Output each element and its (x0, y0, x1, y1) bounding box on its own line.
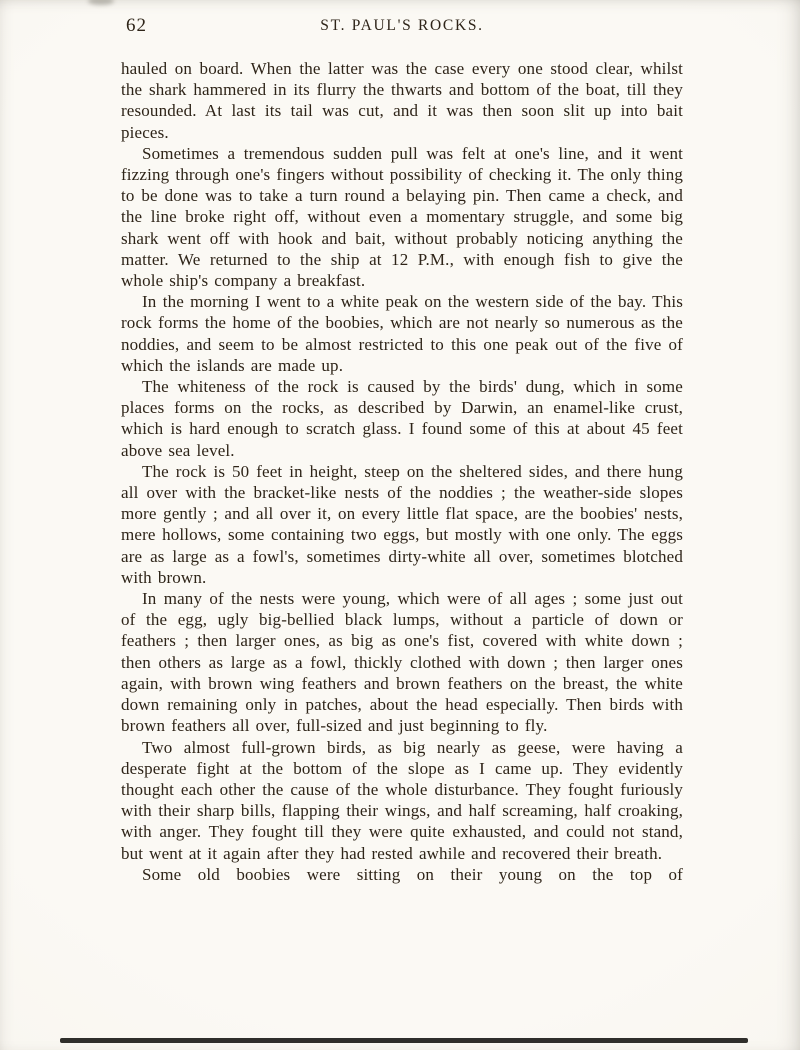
paragraph: In the morning I went to a white peak on the western side of the bay. This rock forms the home of the boobies, which are not nearly so numerous as the noddies, and seem to be almost restricted to this one peak out of the five of which the islands are made up. (121, 292, 683, 375)
paragraph: hauled on board. When the latter was the case every one stood clear, whilst the shark hammered in its flurry the thwarts and bottom of the boat, till they resounded. At last its tail was cut, and it was then soon slit up into bait pieces. (121, 59, 683, 142)
body-text (121, 58, 683, 885)
paragraph: The whiteness of the rock is caused by the birds' dung, which in some places forms on the rocks, as described by Darwin, an enamel-like crust, which is hard enough to scratch glass. I found some of this at about 45 feet above sea level. (121, 377, 683, 460)
paragraph: Some old boobies were sitting on their young on the top of (142, 864, 683, 884)
paragraph: Sometimes a tremendous sudden pull was felt at one's line, and it went fizzing through one's fingers without possibility of checking it. The only thing to be done was to take a turn round a belaying pin. Then came a check, and the line broke right off, without even a momentary struggle, and some big shark went off with hook and bait, without probably noticing anything the matter. We returned to the ship at 12 P.M., with enough fish to give the whole ship's company a breakfast. (121, 143, 683, 291)
paragraph: Two almost full-grown birds, as big nearly as geese, were having a desperate fight at the bottom of the slope as I came up. They evidently thought each other the cause of the whole disturbance. They fought furiously with their sharp bills, flapping their wings, and half screaming, half croaking, with anger. They fought till they were quite exhausted, and could not stand, but went at it again after they had rested awhile and recovered their breath. (121, 737, 683, 863)
page-header (121, 12, 683, 38)
page-number: 62 (126, 15, 147, 36)
scan-bottom-edge (60, 1038, 748, 1043)
scan-smudge (88, 0, 114, 5)
paragraph: The rock is 50 feet in height, steep on the sheltered sides, and there hung all over with the bracket-like nests of the noddies ; the weather-side slopes more gently ; and all over it, on every little flat space, are the boobies' nests, mere hollows, some containing two eggs, but mostly with one only. The eggs are as large as a fowl's, sometimes dirty-white all over, sometimes blotched with brown. (121, 461, 683, 587)
running-header: ST. PAUL'S ROCKS. (320, 17, 484, 34)
paragraph: In many of the nests were young, which were of all ages ; some just out of the egg, ugly big-bellied black lumps, without a particle of down or feathers ; then larger ones, as big as one's fist, covered with white down ; then others as large as a fowl, thickly clothed with down ; then larger ones again, with brown wing feathers and brown feathers on the breast, the white down remaining only in patches, about the head especially. Then birds with brown feathers all over, full-sized and just beginning to fly. (121, 589, 683, 736)
